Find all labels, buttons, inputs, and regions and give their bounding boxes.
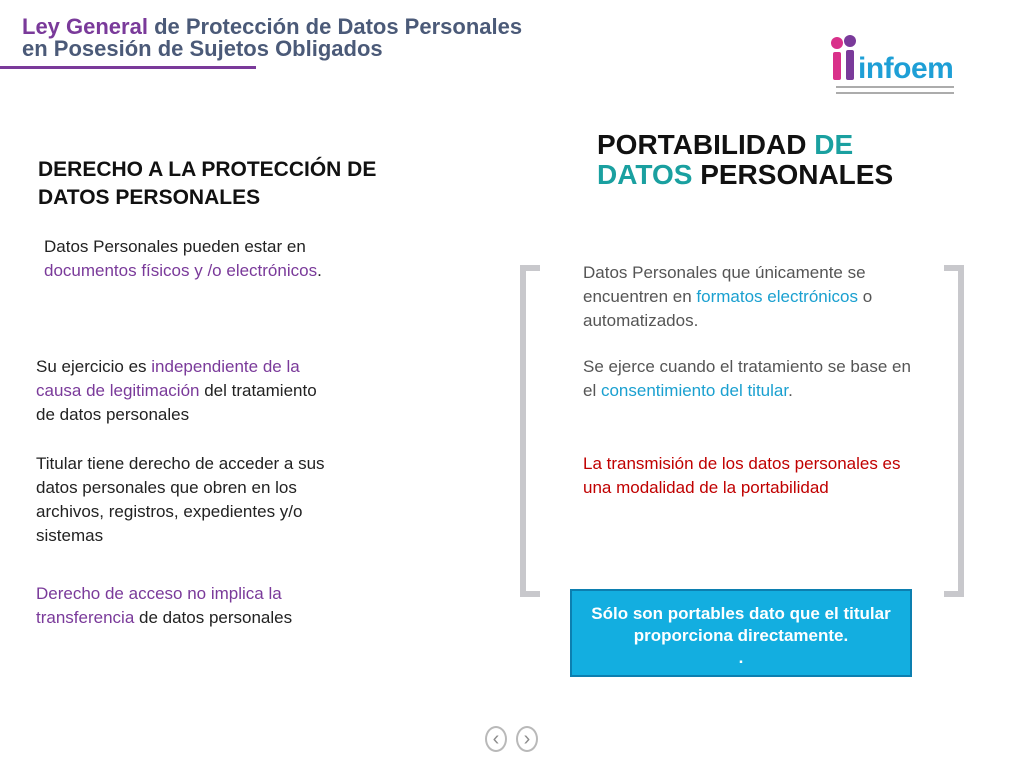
text: Se ejerce cuando el tratamiento se base en el <box>583 357 911 400</box>
left-paragraph-2 <box>36 355 336 427</box>
right-paragraph-1 <box>583 261 923 333</box>
chevron-right-icon: › <box>523 728 531 750</box>
highlight: independiente de la causa de legitimación <box>36 357 300 400</box>
highlight: documentos físicos y /o electrónicos <box>44 261 318 280</box>
portability-callout <box>570 589 912 677</box>
right-heading-d: PERSONALES <box>692 159 894 190</box>
text: . <box>317 261 322 280</box>
slide-title <box>22 16 522 60</box>
logo-wordmark: infoem <box>858 52 954 85</box>
text: Datos Personales pueden estar en <box>44 237 306 256</box>
right-paragraph-2 <box>583 355 923 403</box>
previous-slide-button[interactable] <box>485 726 507 752</box>
logo-fineprint <box>836 86 954 94</box>
title-line2: en Posesión de Sujetos Obligados <box>22 36 383 61</box>
left-paragraph-1 <box>44 235 344 283</box>
left-paragraph-3: Titular tiene derecho de acceder a sus datos personales que obren en los archivos, registros, expedientes y/o sistemas <box>36 454 325 545</box>
highlight: Derecho de acceso no implica la transferencia <box>36 584 282 627</box>
text: Datos Personales que únicamente se encuentren en <box>583 263 866 306</box>
title-rest: de Protección de Datos Personales <box>147 14 523 39</box>
highlight: formatos electrónicos <box>696 287 858 306</box>
right-heading-a: PORTABILIDAD <box>597 129 815 160</box>
text: de datos personales <box>134 608 293 627</box>
text: del tratamiento de datos personales <box>36 381 317 424</box>
text: o automatizados. <box>583 287 873 330</box>
title-accent: Ley General <box>22 14 148 39</box>
infoem-logo <box>828 34 988 100</box>
left-heading: DERECHO A LA PROTECCIÓN DE DATOS PERSONALES <box>38 158 377 209</box>
callout-text: Sólo son portables dato que el titular proporciona directamente. <box>591 604 891 645</box>
right-bracket <box>944 265 964 597</box>
chevron-left-icon: ‹ <box>492 728 500 750</box>
right-paragraph-3: La transmisión de los datos personales es una modalidad de la portabilidad <box>583 454 901 497</box>
logo-figures-icon <box>828 34 862 84</box>
left-paragraph-4 <box>36 582 356 630</box>
right-heading-b: DE <box>814 129 854 160</box>
text: Su ejercicio es <box>36 357 152 376</box>
highlight: consentimiento del titular <box>600 381 789 400</box>
title-underline <box>0 66 256 69</box>
left-bracket <box>520 265 540 597</box>
right-heading-c: DATOS <box>597 159 693 190</box>
text: . <box>788 381 793 400</box>
next-slide-button[interactable] <box>516 726 538 752</box>
callout-dot: . <box>738 648 744 667</box>
right-heading <box>597 130 977 190</box>
